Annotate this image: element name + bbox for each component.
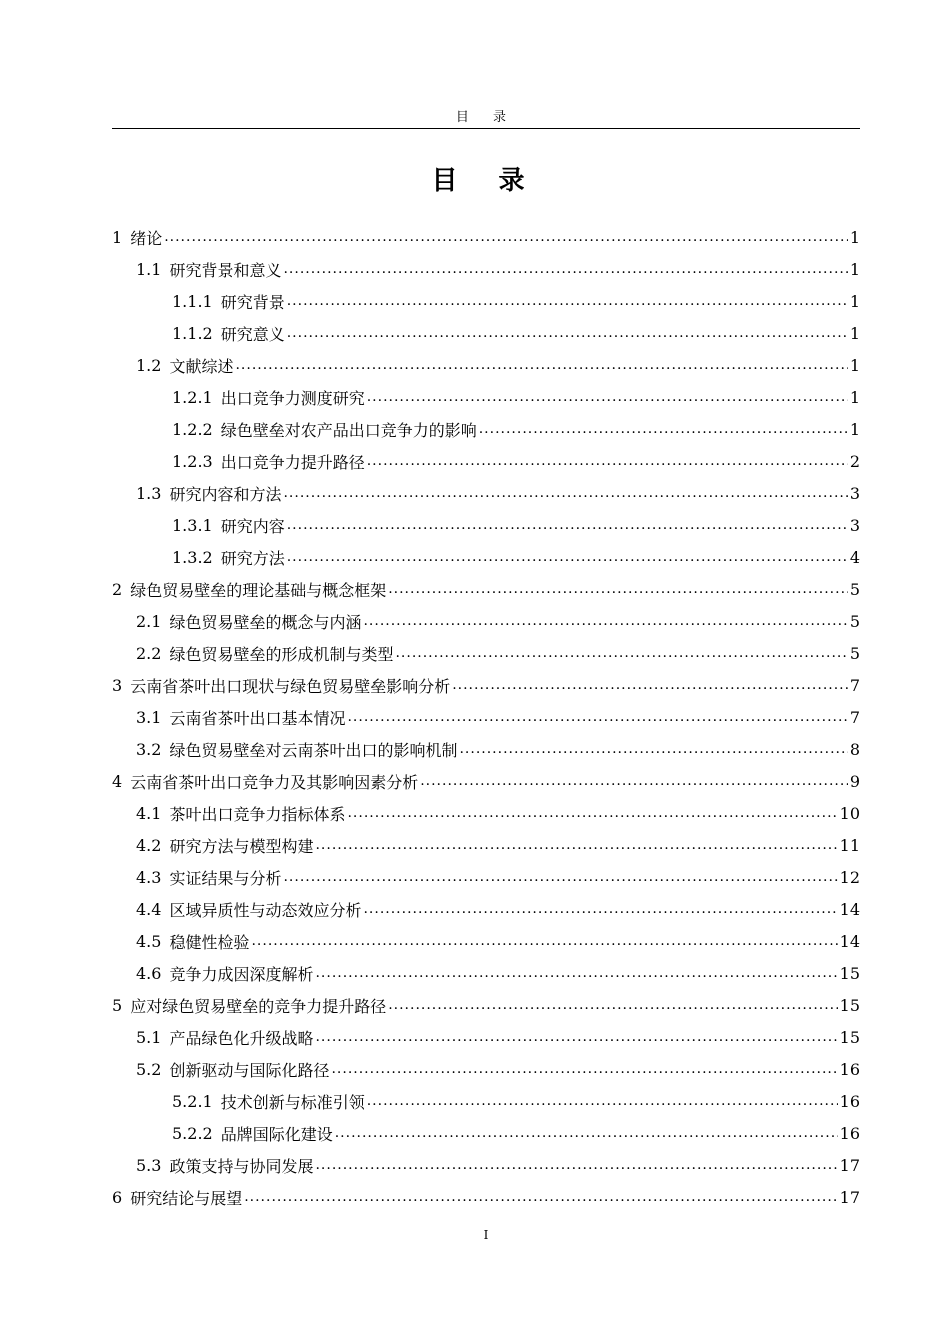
toc-entry-page: 2 bbox=[849, 451, 860, 471]
dot-leader bbox=[452, 677, 848, 693]
toc-entry-label: 研究方法 bbox=[220, 548, 285, 568]
table-of-contents bbox=[112, 221, 860, 1213]
toc-entry-page: 9 bbox=[849, 771, 860, 791]
toc-entry-label: 出口竞争力提升路径 bbox=[220, 452, 365, 472]
dot-leader bbox=[420, 773, 848, 789]
toc-entry[interactable] bbox=[112, 925, 860, 957]
toc-entry[interactable] bbox=[112, 573, 860, 605]
toc-entry-number: 4.1 bbox=[136, 803, 162, 823]
toc-entry[interactable] bbox=[112, 349, 860, 381]
toc-entry-label: 品牌国际化建设 bbox=[220, 1124, 333, 1144]
dot-leader bbox=[331, 1061, 837, 1077]
toc-entry-number: 3 bbox=[112, 675, 123, 695]
dot-leader bbox=[479, 421, 848, 437]
toc-entry-number: 2 bbox=[112, 579, 123, 599]
dot-leader bbox=[367, 1093, 838, 1109]
toc-entry-number: 3.2 bbox=[136, 739, 162, 759]
toc-entry[interactable] bbox=[112, 1021, 860, 1053]
toc-entry-number: 1.2 bbox=[136, 355, 162, 375]
page-title: 目 录 bbox=[431, 166, 541, 196]
toc-entry[interactable] bbox=[112, 637, 860, 669]
dot-leader bbox=[287, 325, 848, 341]
toc-entry-page: 5 bbox=[849, 611, 860, 631]
toc-entry[interactable] bbox=[112, 221, 860, 253]
dot-leader bbox=[283, 485, 847, 501]
toc-entry[interactable] bbox=[112, 1149, 860, 1181]
toc-entry-page: 1 bbox=[849, 323, 860, 343]
toc-entry-number: 4.3 bbox=[136, 867, 162, 887]
dot-leader bbox=[287, 293, 848, 309]
toc-entry-number: 1.2.1 bbox=[172, 387, 213, 407]
toc-entry-page: 3 bbox=[849, 483, 860, 503]
dot-leader bbox=[283, 261, 847, 277]
toc-entry-page: 16 bbox=[839, 1059, 860, 1079]
toc-entry-number: 1.1.2 bbox=[172, 323, 213, 343]
dot-leader bbox=[363, 613, 847, 629]
toc-entry-page: 15 bbox=[839, 995, 860, 1015]
toc-entry-label: 区域异质性与动态效应分析 bbox=[169, 900, 362, 920]
toc-entry-label: 研究结论与展望 bbox=[130, 1188, 243, 1208]
toc-entry[interactable] bbox=[112, 509, 860, 541]
toc-entry-number: 1 bbox=[112, 227, 123, 247]
toc-entry-label: 竞争力成因深度解析 bbox=[169, 964, 314, 984]
toc-entry-page: 12 bbox=[839, 867, 860, 887]
toc-entry-page: 16 bbox=[839, 1091, 860, 1111]
toc-entry[interactable] bbox=[112, 701, 860, 733]
toc-entry-number: 3.1 bbox=[136, 707, 162, 727]
toc-entry-page: 11 bbox=[839, 835, 860, 855]
toc-entry-number: 1.3 bbox=[136, 483, 162, 503]
toc-entry-page: 8 bbox=[849, 739, 860, 759]
toc-entry[interactable] bbox=[112, 381, 860, 413]
dot-leader bbox=[335, 1125, 838, 1141]
toc-entry-page: 15 bbox=[839, 963, 860, 983]
header-rule bbox=[112, 128, 860, 129]
toc-entry[interactable] bbox=[112, 1117, 860, 1149]
toc-entry-number: 5.2 bbox=[136, 1059, 162, 1079]
toc-entry-label: 文献综述 bbox=[169, 356, 234, 376]
toc-entry-number: 5.2.1 bbox=[172, 1091, 213, 1111]
toc-entry[interactable] bbox=[112, 1053, 860, 1085]
toc-entry-label: 绿色贸易壁垒的理论基础与概念框架 bbox=[130, 580, 387, 600]
toc-entry-page: 14 bbox=[839, 899, 860, 919]
toc-entry-page: 1 bbox=[849, 227, 860, 247]
toc-entry-label: 绪论 bbox=[130, 228, 163, 248]
toc-entry-number: 1.3.1 bbox=[172, 515, 213, 535]
toc-entry-page: 7 bbox=[849, 707, 860, 727]
toc-entry-page: 4 bbox=[849, 547, 860, 567]
toc-entry-number: 1.3.2 bbox=[172, 547, 213, 567]
dot-leader bbox=[315, 1157, 837, 1173]
toc-entry-number: 1.1 bbox=[136, 259, 162, 279]
toc-entry-page: 17 bbox=[839, 1155, 860, 1175]
dot-leader bbox=[235, 357, 847, 373]
toc-entry[interactable] bbox=[112, 765, 860, 797]
toc-entry-label: 研究方法与模型构建 bbox=[169, 836, 314, 856]
toc-entry-page: 1 bbox=[849, 355, 860, 375]
toc-entry[interactable] bbox=[112, 253, 860, 285]
toc-entry[interactable] bbox=[112, 477, 860, 509]
page-number: I bbox=[483, 1228, 489, 1242]
toc-entry-number: 5 bbox=[112, 995, 123, 1015]
toc-entry-label: 茶叶出口竞争力指标体系 bbox=[169, 804, 346, 824]
toc-entry-number: 1.1.1 bbox=[172, 291, 213, 311]
dot-leader bbox=[388, 997, 837, 1013]
toc-entry-page: 17 bbox=[839, 1187, 860, 1207]
dot-leader bbox=[347, 709, 847, 725]
toc-entry-label: 绿色壁垒对农产品出口竞争力的影响 bbox=[220, 420, 477, 440]
toc-entry-label: 云南省茶叶出口竞争力及其影响因素分析 bbox=[130, 772, 419, 792]
toc-entry-label: 稳健性检验 bbox=[169, 932, 250, 952]
toc-entry-number: 4.6 bbox=[136, 963, 162, 983]
toc-entry-label: 研究背景和意义 bbox=[169, 260, 282, 280]
toc-entry-number: 4 bbox=[112, 771, 123, 791]
toc-entry[interactable] bbox=[112, 829, 860, 861]
toc-entry[interactable] bbox=[112, 861, 860, 893]
dot-leader bbox=[287, 517, 848, 533]
dot-leader bbox=[251, 933, 837, 949]
toc-entry-label: 实证结果与分析 bbox=[169, 868, 282, 888]
toc-entry-label: 绿色贸易壁垒对云南茶叶出口的影响机制 bbox=[169, 740, 458, 760]
dot-leader bbox=[459, 741, 847, 757]
toc-entry-label: 研究内容和方法 bbox=[169, 484, 282, 504]
toc-entry-page: 10 bbox=[839, 803, 860, 823]
dot-leader bbox=[244, 1189, 837, 1205]
toc-entry-label: 绿色贸易壁垒的概念与内涵 bbox=[169, 612, 362, 632]
toc-entry[interactable] bbox=[112, 541, 860, 573]
toc-entry[interactable] bbox=[112, 413, 860, 445]
toc-entry-page: 5 bbox=[849, 579, 860, 599]
toc-entry-number: 5.3 bbox=[136, 1155, 162, 1175]
dot-leader bbox=[347, 805, 837, 821]
toc-entry[interactable] bbox=[112, 957, 860, 989]
toc-entry-page: 1 bbox=[849, 419, 860, 439]
toc-entry-number: 6 bbox=[112, 1187, 123, 1207]
toc-entry-label: 创新驱动与国际化路径 bbox=[169, 1060, 330, 1080]
toc-entry-page: 7 bbox=[849, 675, 860, 695]
toc-entry-number: 2.2 bbox=[136, 643, 162, 663]
dot-leader bbox=[164, 229, 848, 245]
toc-entry-number: 1.2.2 bbox=[172, 419, 213, 439]
toc-entry-page: 1 bbox=[849, 259, 860, 279]
toc-entry-page: 15 bbox=[839, 1027, 860, 1047]
dot-leader bbox=[315, 837, 837, 853]
toc-entry-label: 研究意义 bbox=[220, 324, 285, 344]
toc-entry[interactable] bbox=[112, 1085, 860, 1117]
toc-entry[interactable] bbox=[112, 1181, 860, 1213]
toc-entry-label: 产品绿色化升级战略 bbox=[169, 1028, 314, 1048]
toc-entry-page: 16 bbox=[839, 1123, 860, 1143]
toc-entry-label: 研究内容 bbox=[220, 516, 285, 536]
dot-leader bbox=[283, 869, 837, 885]
toc-entry-label: 出口竞争力测度研究 bbox=[220, 388, 365, 408]
dot-leader bbox=[315, 965, 837, 981]
toc-entry[interactable] bbox=[112, 797, 860, 829]
toc-entry[interactable] bbox=[112, 893, 860, 925]
toc-entry[interactable] bbox=[112, 605, 860, 637]
toc-entry-page: 1 bbox=[849, 291, 860, 311]
toc-entry[interactable] bbox=[112, 989, 860, 1021]
toc-entry-page: 14 bbox=[839, 931, 860, 951]
toc-entry-number: 5.1 bbox=[136, 1027, 162, 1047]
toc-entry[interactable] bbox=[112, 445, 860, 477]
running-header: 目 录 bbox=[455, 110, 517, 125]
toc-entry-label: 应对绿色贸易壁垒的竞争力提升路径 bbox=[130, 996, 387, 1016]
toc-entry-number: 1.2.3 bbox=[172, 451, 213, 471]
toc-entry-number: 4.4 bbox=[136, 899, 162, 919]
toc-entry[interactable] bbox=[112, 317, 860, 349]
toc-entry-number: 5.2.2 bbox=[172, 1123, 213, 1143]
toc-entry-page: 1 bbox=[849, 387, 860, 407]
toc-entry-label: 政策支持与协同发展 bbox=[169, 1156, 314, 1176]
toc-entry-number: 4.5 bbox=[136, 931, 162, 951]
toc-entry-label: 研究背景 bbox=[220, 292, 285, 312]
toc-entry-label: 技术创新与标准引领 bbox=[220, 1092, 365, 1112]
toc-entry[interactable] bbox=[112, 733, 860, 765]
toc-entry-label: 绿色贸易壁垒的形成机制与类型 bbox=[169, 644, 394, 664]
toc-entry-number: 2.1 bbox=[136, 611, 162, 631]
dot-leader bbox=[363, 901, 837, 917]
toc-entry-label: 云南省茶叶出口基本情况 bbox=[169, 708, 346, 728]
dot-leader bbox=[367, 453, 848, 469]
toc-entry[interactable] bbox=[112, 669, 860, 701]
toc-entry-page: 5 bbox=[849, 643, 860, 663]
toc-entry[interactable] bbox=[112, 285, 860, 317]
dot-leader bbox=[395, 645, 847, 661]
dot-leader bbox=[315, 1029, 837, 1045]
dot-leader bbox=[367, 389, 848, 405]
toc-entry-page: 3 bbox=[849, 515, 860, 535]
dot-leader bbox=[388, 581, 848, 597]
toc-entry-label: 云南省茶叶出口现状与绿色贸易壁垒影响分析 bbox=[130, 676, 451, 696]
dot-leader bbox=[287, 549, 848, 565]
toc-entry-number: 4.2 bbox=[136, 835, 162, 855]
